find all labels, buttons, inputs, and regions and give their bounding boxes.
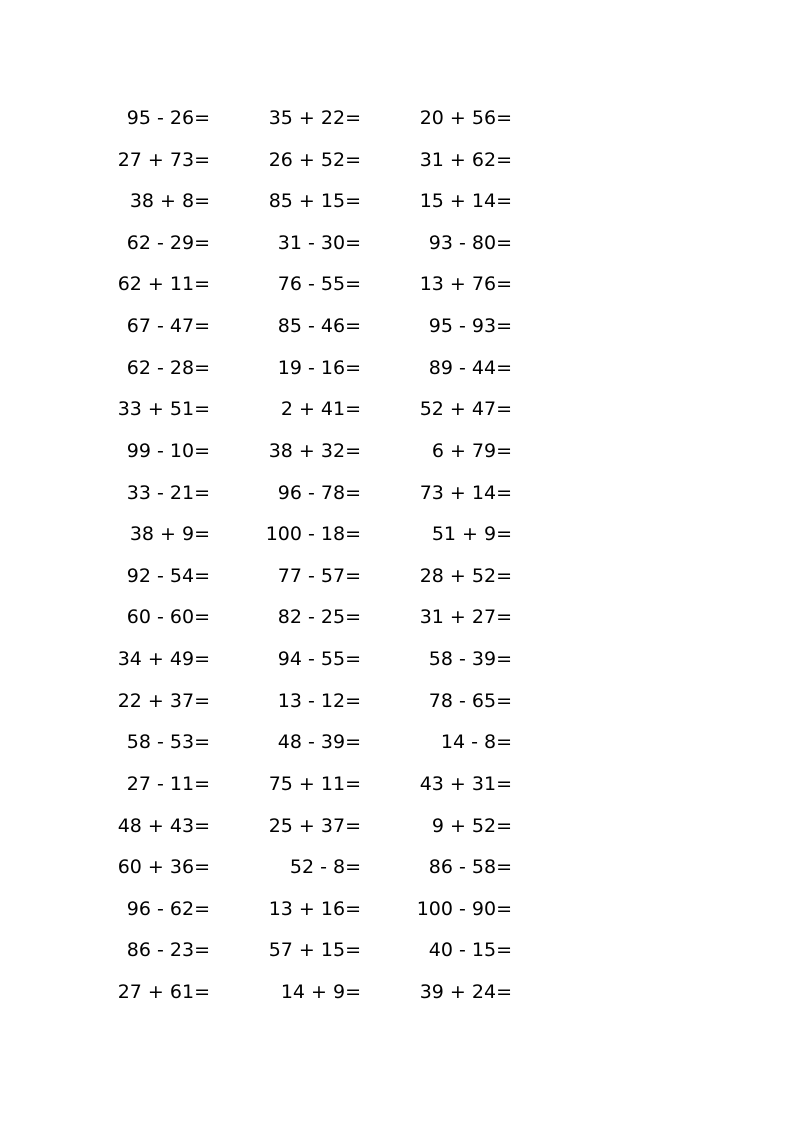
math-problem: 9 + 52=	[431, 814, 512, 837]
math-problem: 89 - 44=	[428, 356, 512, 379]
problem-row	[0, 889, 794, 931]
math-problem: 86 - 23=	[126, 939, 210, 962]
math-problem: 62 - 29=	[126, 231, 210, 254]
problem-row	[0, 639, 794, 681]
math-problem: 31 - 30=	[277, 231, 361, 254]
math-problem: 94 - 55=	[277, 648, 361, 671]
math-problem: 34 + 49=	[117, 648, 210, 671]
math-problem: 28 + 52=	[419, 564, 512, 587]
math-problem: 76 - 55=	[277, 273, 361, 296]
math-problem: 13 + 76=	[419, 273, 512, 296]
math-problem: 35 + 22=	[268, 107, 361, 129]
math-problem: 43 + 31=	[419, 772, 512, 795]
problem-row	[0, 930, 794, 972]
math-problem: 96 - 62=	[126, 897, 210, 920]
math-problem: 93 - 80=	[428, 231, 512, 254]
math-problem: 62 - 28=	[126, 356, 210, 379]
math-problem: 67 - 47=	[126, 315, 210, 338]
math-problem: 51 + 9=	[431, 523, 512, 546]
math-problem: 27 + 73=	[117, 148, 210, 171]
math-problem: 40 - 15=	[428, 939, 512, 962]
math-problem: 25 + 37=	[268, 814, 361, 837]
math-problem: 58 - 53=	[126, 731, 210, 754]
math-problem: 2 + 41=	[280, 398, 361, 421]
problem-row	[0, 348, 794, 390]
problem-row	[0, 389, 794, 431]
problem-row	[0, 806, 794, 848]
math-problem: 96 - 78=	[277, 481, 361, 504]
problem-row	[0, 98, 794, 140]
math-problem: 19 - 16=	[277, 356, 361, 379]
math-problem: 58 - 39=	[428, 648, 512, 671]
math-problem: 15 + 14=	[419, 190, 512, 213]
math-problem: 27 - 11=	[126, 772, 210, 795]
math-problem: 52 + 47=	[419, 398, 512, 421]
math-problem: 60 - 60=	[126, 606, 210, 629]
math-problem: 85 + 15=	[268, 190, 361, 213]
problem-row	[0, 847, 794, 889]
math-problem: 38 + 8=	[129, 190, 210, 213]
problem-row	[0, 597, 794, 639]
problem-row	[0, 140, 794, 182]
math-problem: 60 + 36=	[117, 856, 210, 879]
problem-row	[0, 181, 794, 223]
math-problem: 33 - 21=	[126, 481, 210, 504]
problem-row	[0, 473, 794, 515]
math-problem: 14 - 8=	[440, 731, 512, 754]
problem-row	[0, 306, 794, 348]
problem-row	[0, 764, 794, 806]
math-problem: 95 - 26=	[126, 107, 210, 129]
math-problem: 14 + 9=	[280, 981, 361, 1004]
math-problem: 26 + 52=	[268, 148, 361, 171]
problem-row	[0, 722, 794, 764]
math-problem: 57 + 15=	[268, 939, 361, 962]
math-problem: 100 - 18=	[265, 523, 361, 546]
math-problem: 48 - 39=	[277, 731, 361, 754]
math-problem: 38 + 9=	[129, 523, 210, 546]
math-problem: 78 - 65=	[428, 689, 512, 712]
math-problem: 22 + 37=	[117, 689, 210, 712]
problem-row	[0, 514, 794, 556]
problem-row	[0, 972, 794, 1014]
math-problem: 82 - 25=	[277, 606, 361, 629]
math-problem: 48 + 43=	[117, 814, 210, 837]
math-problem: 20 + 56=	[419, 107, 512, 129]
math-problem: 100 - 90=	[416, 897, 512, 920]
math-problem: 99 - 10=	[126, 439, 210, 462]
problem-row	[0, 681, 794, 723]
problem-row	[0, 556, 794, 598]
math-problem: 86 - 58=	[428, 856, 512, 879]
math-problem: 31 + 27=	[419, 606, 512, 629]
math-problem: 39 + 24=	[419, 981, 512, 1004]
math-problem: 73 + 14=	[419, 481, 512, 504]
math-problem: 85 - 46=	[277, 315, 361, 338]
math-problem: 13 - 12=	[277, 689, 361, 712]
math-problem: 38 + 32=	[268, 439, 361, 462]
math-problem: 6 + 79=	[431, 439, 512, 462]
math-problem: 75 + 11=	[268, 772, 361, 795]
math-problem: 27 + 61=	[117, 981, 210, 1004]
math-problem: 92 - 54=	[126, 564, 210, 587]
math-problem: 13 + 16=	[268, 897, 361, 920]
math-problem: 62 + 11=	[117, 273, 210, 296]
problem-row	[0, 223, 794, 265]
math-problem: 52 - 8=	[289, 856, 361, 879]
math-problem: 95 - 93=	[428, 315, 512, 338]
math-problem: 33 + 51=	[117, 398, 210, 421]
math-problem: 77 - 57=	[277, 564, 361, 587]
math-problem: 31 + 62=	[419, 148, 512, 171]
problem-row	[0, 264, 794, 306]
problem-row	[0, 431, 794, 473]
